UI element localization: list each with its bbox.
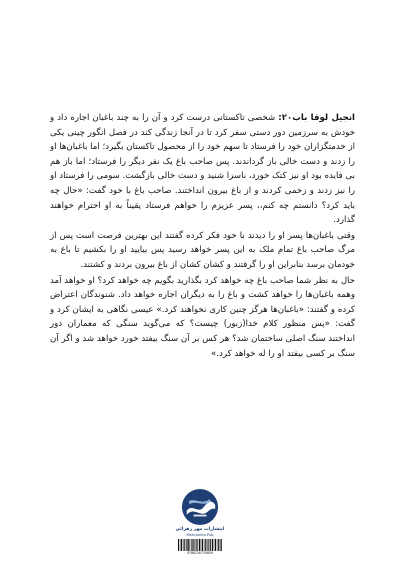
publisher-book-wave-logo-icon: [181, 488, 219, 526]
passage-heading: انجیل لوقا باب۲۰:: [278, 113, 355, 123]
publisher-name-fa: انتشارات مهر زهرائی: [175, 527, 225, 532]
paragraph-1: [50, 111, 355, 228]
paragraph-3: حال به نظر شما صاحب باغ چه خواهد کرد بگذارید بگویم چه خواهد کرد؟ او خواهد آمد وهمه باغبان‌ها را خواهد کشت و باغ را به دیگران اجاره خواهد داد. شنوندگان اعتراض کرده و گفتند: «باغبان‌ها هرگز چنین کاری نخواهند کرد.» عیسی نگاهی به ایشان کرد و گفت: «پس منظور کلام خدا(زبور) چیست؟ که می‌گوید سنگی که معماران دور انداختند سنگ اصلی ساختمان شد؟ هر کس بر آن سنگ بیفتد خورد خواهد شد و اگر آن سنگ بر کسی بیفتد او را له خواهد کرد.»: [50, 275, 355, 359]
barcode-icon: [178, 539, 222, 551]
publisher-block: [175, 488, 225, 555]
paragraph-2: وقتی باغبان‌ها پسر او را دیدند با خود فکر کرده گفتند این بهترین فرصت است پس از مرگ صاحب باغ تمام ملک به این پسر خواهد رسید پس بیایید او را بکشیم تا باغ به خودمان برسد بنابراین او را گرفتند و کشان کشان از باغ بیرون بردند و کشتند.: [50, 230, 355, 270]
paragraph-1-body: شخصی تاکستانی درست کرد و آن را به چند باغبان اجاره داد و خودش به سرزمین دور دستی سفر کرد تا در آنجا زندگی کند در فصل انگور چینی یکی از خدمتگزاران خود را فرستاد تا سهم خود را از محصول تاکستان بگیرد؛ اما باغبان‌ها او را زدند و دست خالی باز گرداندند. پس صاحب باغ یک نفر دیگر را فرستاد؛ اما باز هم بی فایده بود او نیز کتک خورد، ناسزا شنید و دست خالی بازگشت. سومی را فرستاد او را نیز زدند و زخمی کردند و از باغ بیرون انداختند. صاحب باغ با خود گفت: «حال چه باید کرد؟ دانستم چه کنم،، پسر عزیزم را خواهم فرستاد یقیناً به او احترام خواهند گذارد.: [50, 113, 355, 226]
isbn-barcode: [178, 539, 222, 555]
synopsis-text-block: [50, 111, 355, 361]
isbn-number: 9786226729059: [187, 550, 213, 555]
publisher-name-latin: Mehrzahra.Pub: [186, 532, 214, 537]
